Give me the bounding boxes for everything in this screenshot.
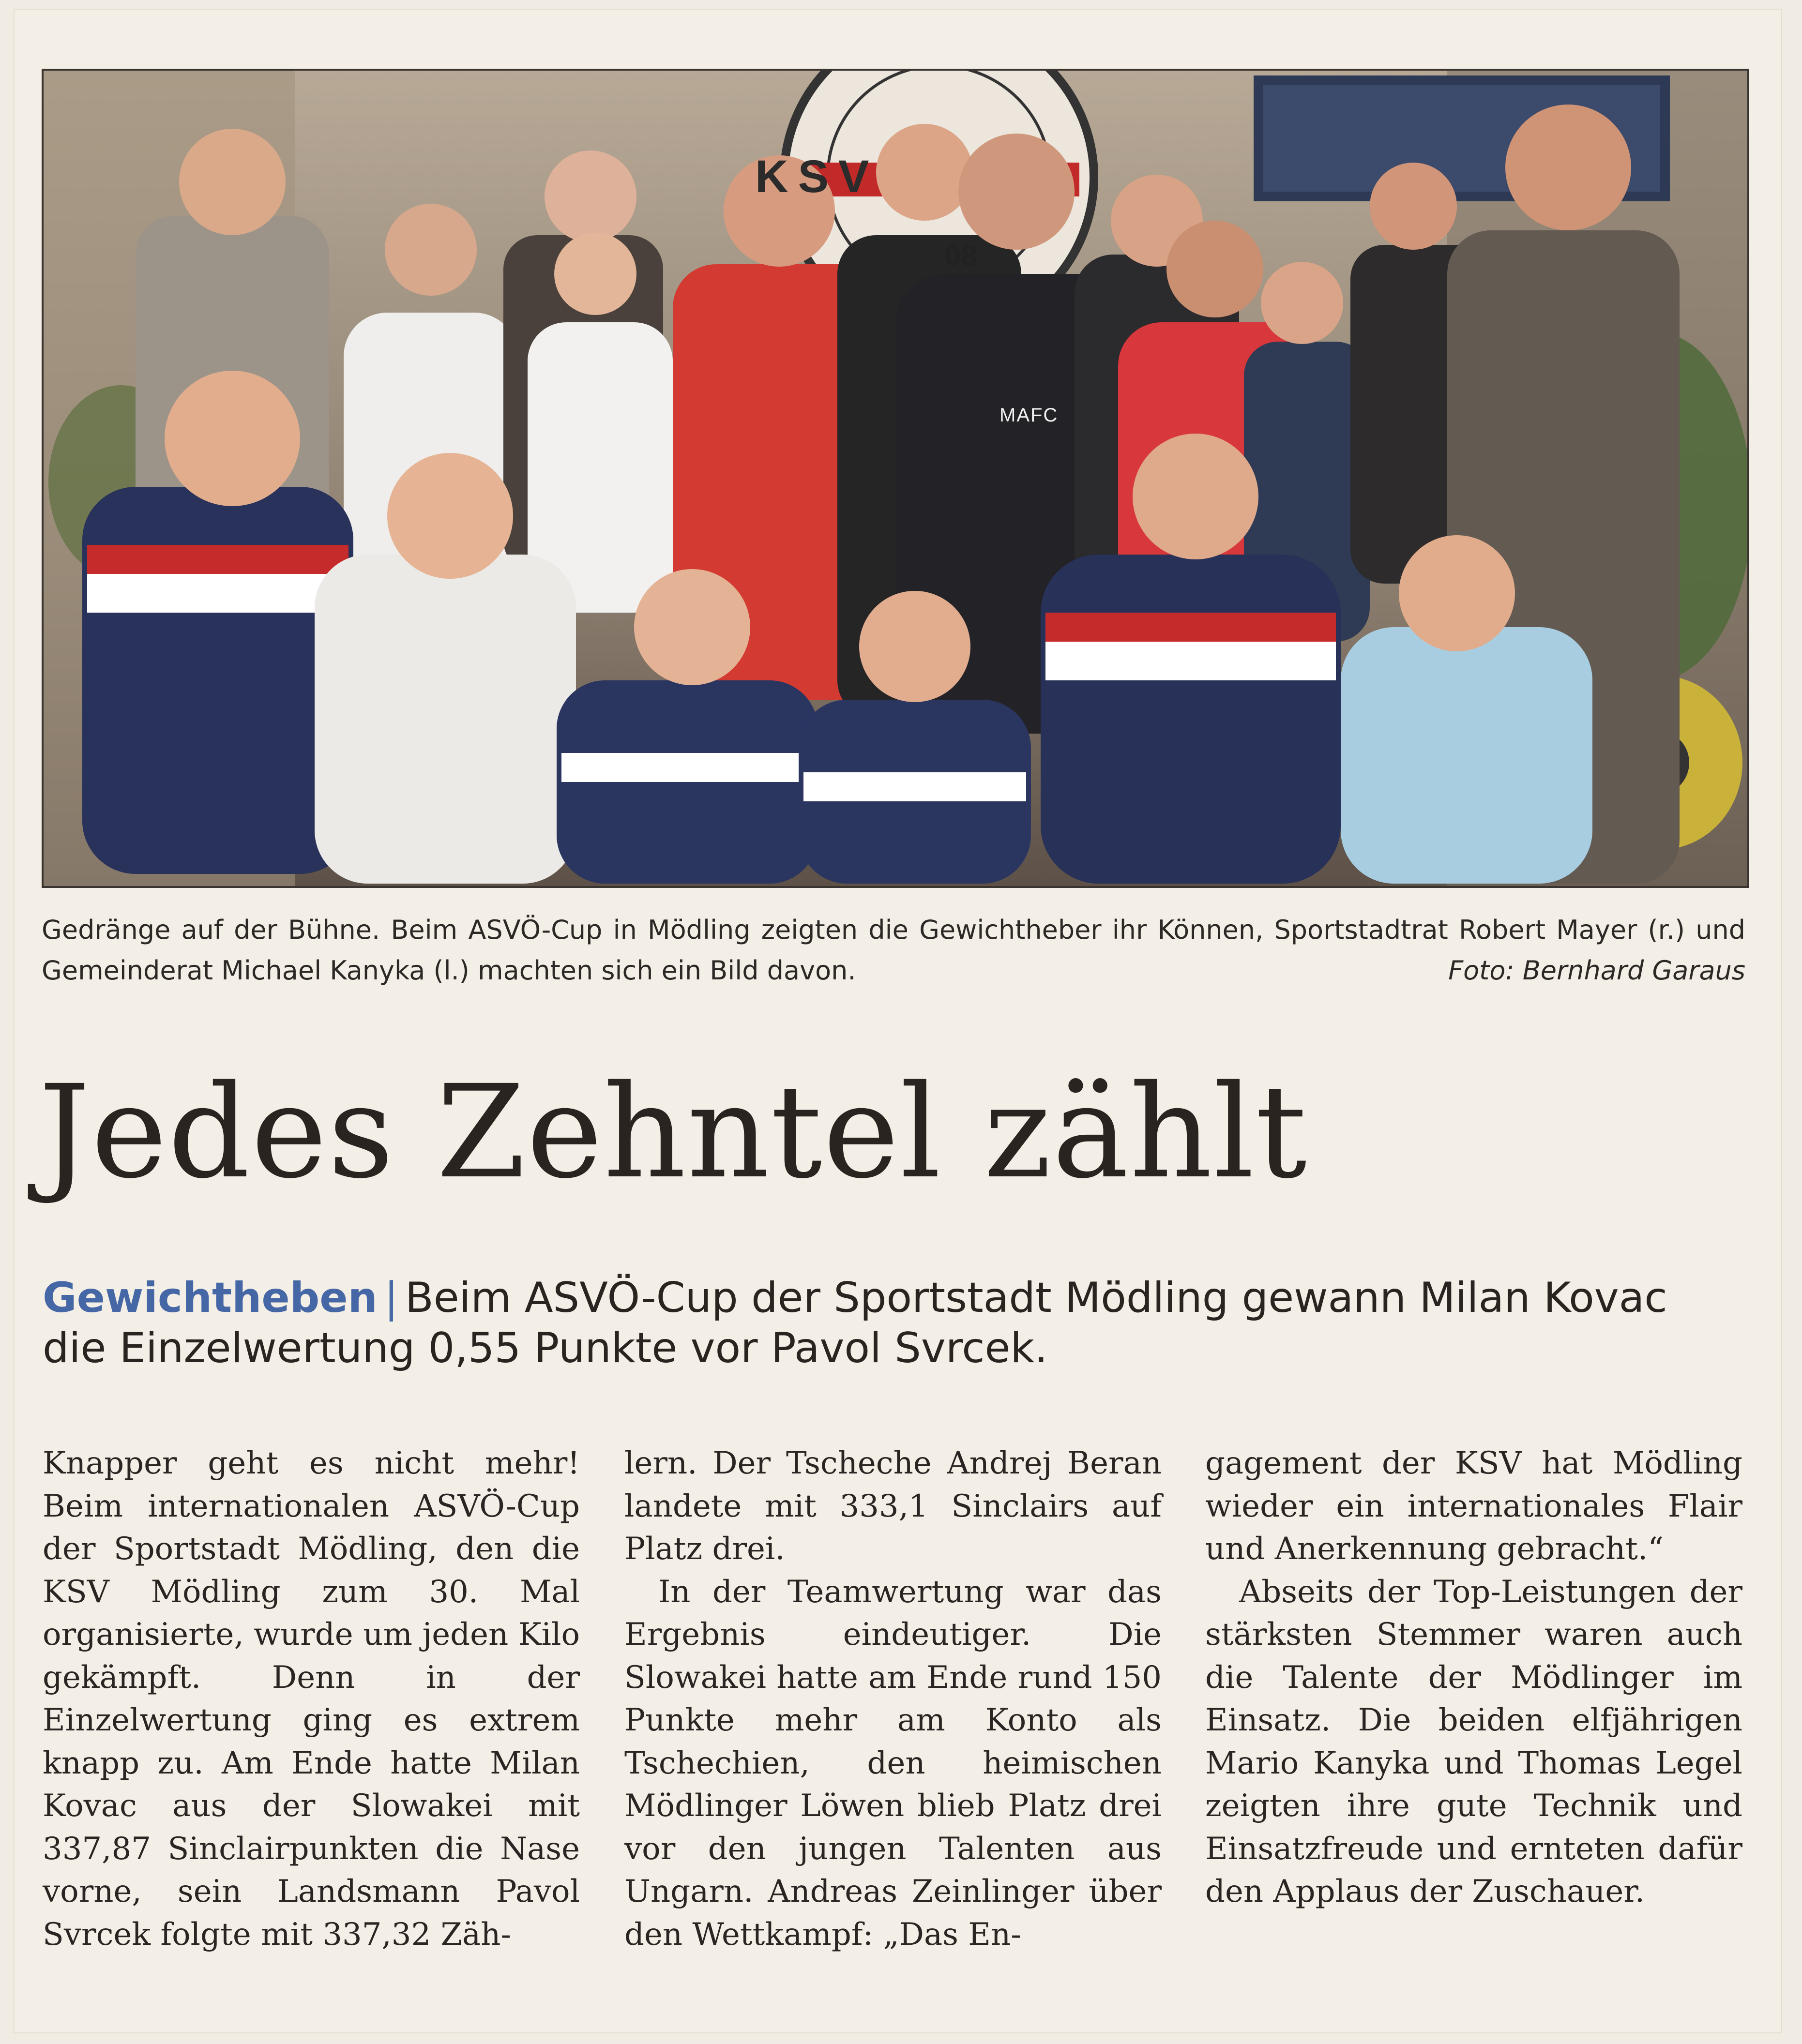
subhead-text: Beim ASVÖ-Cup der Sportstadt Mödling gewann Milan Kovac die Einzelwertung 0,55 Punkte vor Pavol Svrcek. bbox=[43, 1274, 1667, 1372]
paragraph: Knapper geht es nicht mehr! Beim internationalen ASVÖ-Cup der Sportstadt Mödling, den die KSV Mödling zum 30. Mal organisierte, wurde um jeden Kilo gekämpft. Denn in der Einzelwertung ging es extrem knapp zu. Am Ende hatte Milan Kovac aus der Slowakei mit 337,87 Sinclairpunkten die Nase vorne, sein Landsmann Pavol Svrcek folgte mit 337,32 Zäh- bbox=[43, 1445, 580, 1953]
body-column-1 bbox=[43, 1442, 580, 1956]
kicker-separator: | bbox=[384, 1274, 398, 1322]
article-subhead bbox=[43, 1273, 1727, 1373]
club-banner-letters: KSV bbox=[755, 151, 879, 202]
paragraph: lern. Der Tscheche Andrej Beran landete mit 333,1 Sinclairs auf Platz drei. bbox=[624, 1445, 1162, 1567]
photo-caption: Gedränge auf der Bühne. Beim ASVÖ-Cup in Mödling zeigten die Gewichtheber ihr Können, Sportstadtrat Robert Mayer (r.) und Gemeinderat Michael Kanyka (l.) machten sich ein Bild davon. bbox=[42, 915, 1745, 986]
paragraph: Abseits der Top-Leistungen der stärksten Stemmer waren auch die Talente der Mödlinger im Einsatz. Die beiden elfjährigen Mario Kanyka und Thomas Legel zeigten ihre gute Technik und Einsatzfreude und ernteten dafür den Applaus der Zuschauer. bbox=[1205, 1574, 1742, 1909]
photo-credit: Foto: Bernhard Garaus bbox=[1448, 955, 1745, 986]
shirt-logo-text: MAFC bbox=[999, 405, 1059, 426]
article-headline: Jedes Zehntel zählt bbox=[39, 1058, 1308, 1207]
club-banner-year: 08 bbox=[945, 240, 977, 272]
section-kicker: Gewichtheben bbox=[43, 1274, 378, 1322]
body-column-3 bbox=[1205, 1442, 1742, 1913]
body-column-2 bbox=[624, 1442, 1162, 1956]
team-photo-illustration bbox=[44, 71, 1747, 886]
paragraph: gagement der KSV hat Mödling wieder ein internationales Flair und Anerkennung gebracht.“ bbox=[1205, 1445, 1742, 1567]
team-photo bbox=[42, 69, 1749, 888]
paragraph: In der Teamwertung war das Ergebnis eindeutiger. Die Slowakei hatte am Ende rund 150 Punkte mehr am Konto als Tschechien, den heimischen Mödlinger Löwen blieb Platz drei vor den jungen Talenten aus Ungarn. Andreas Zeinlinger über den Wettkampf: „Das En- bbox=[624, 1574, 1162, 1953]
